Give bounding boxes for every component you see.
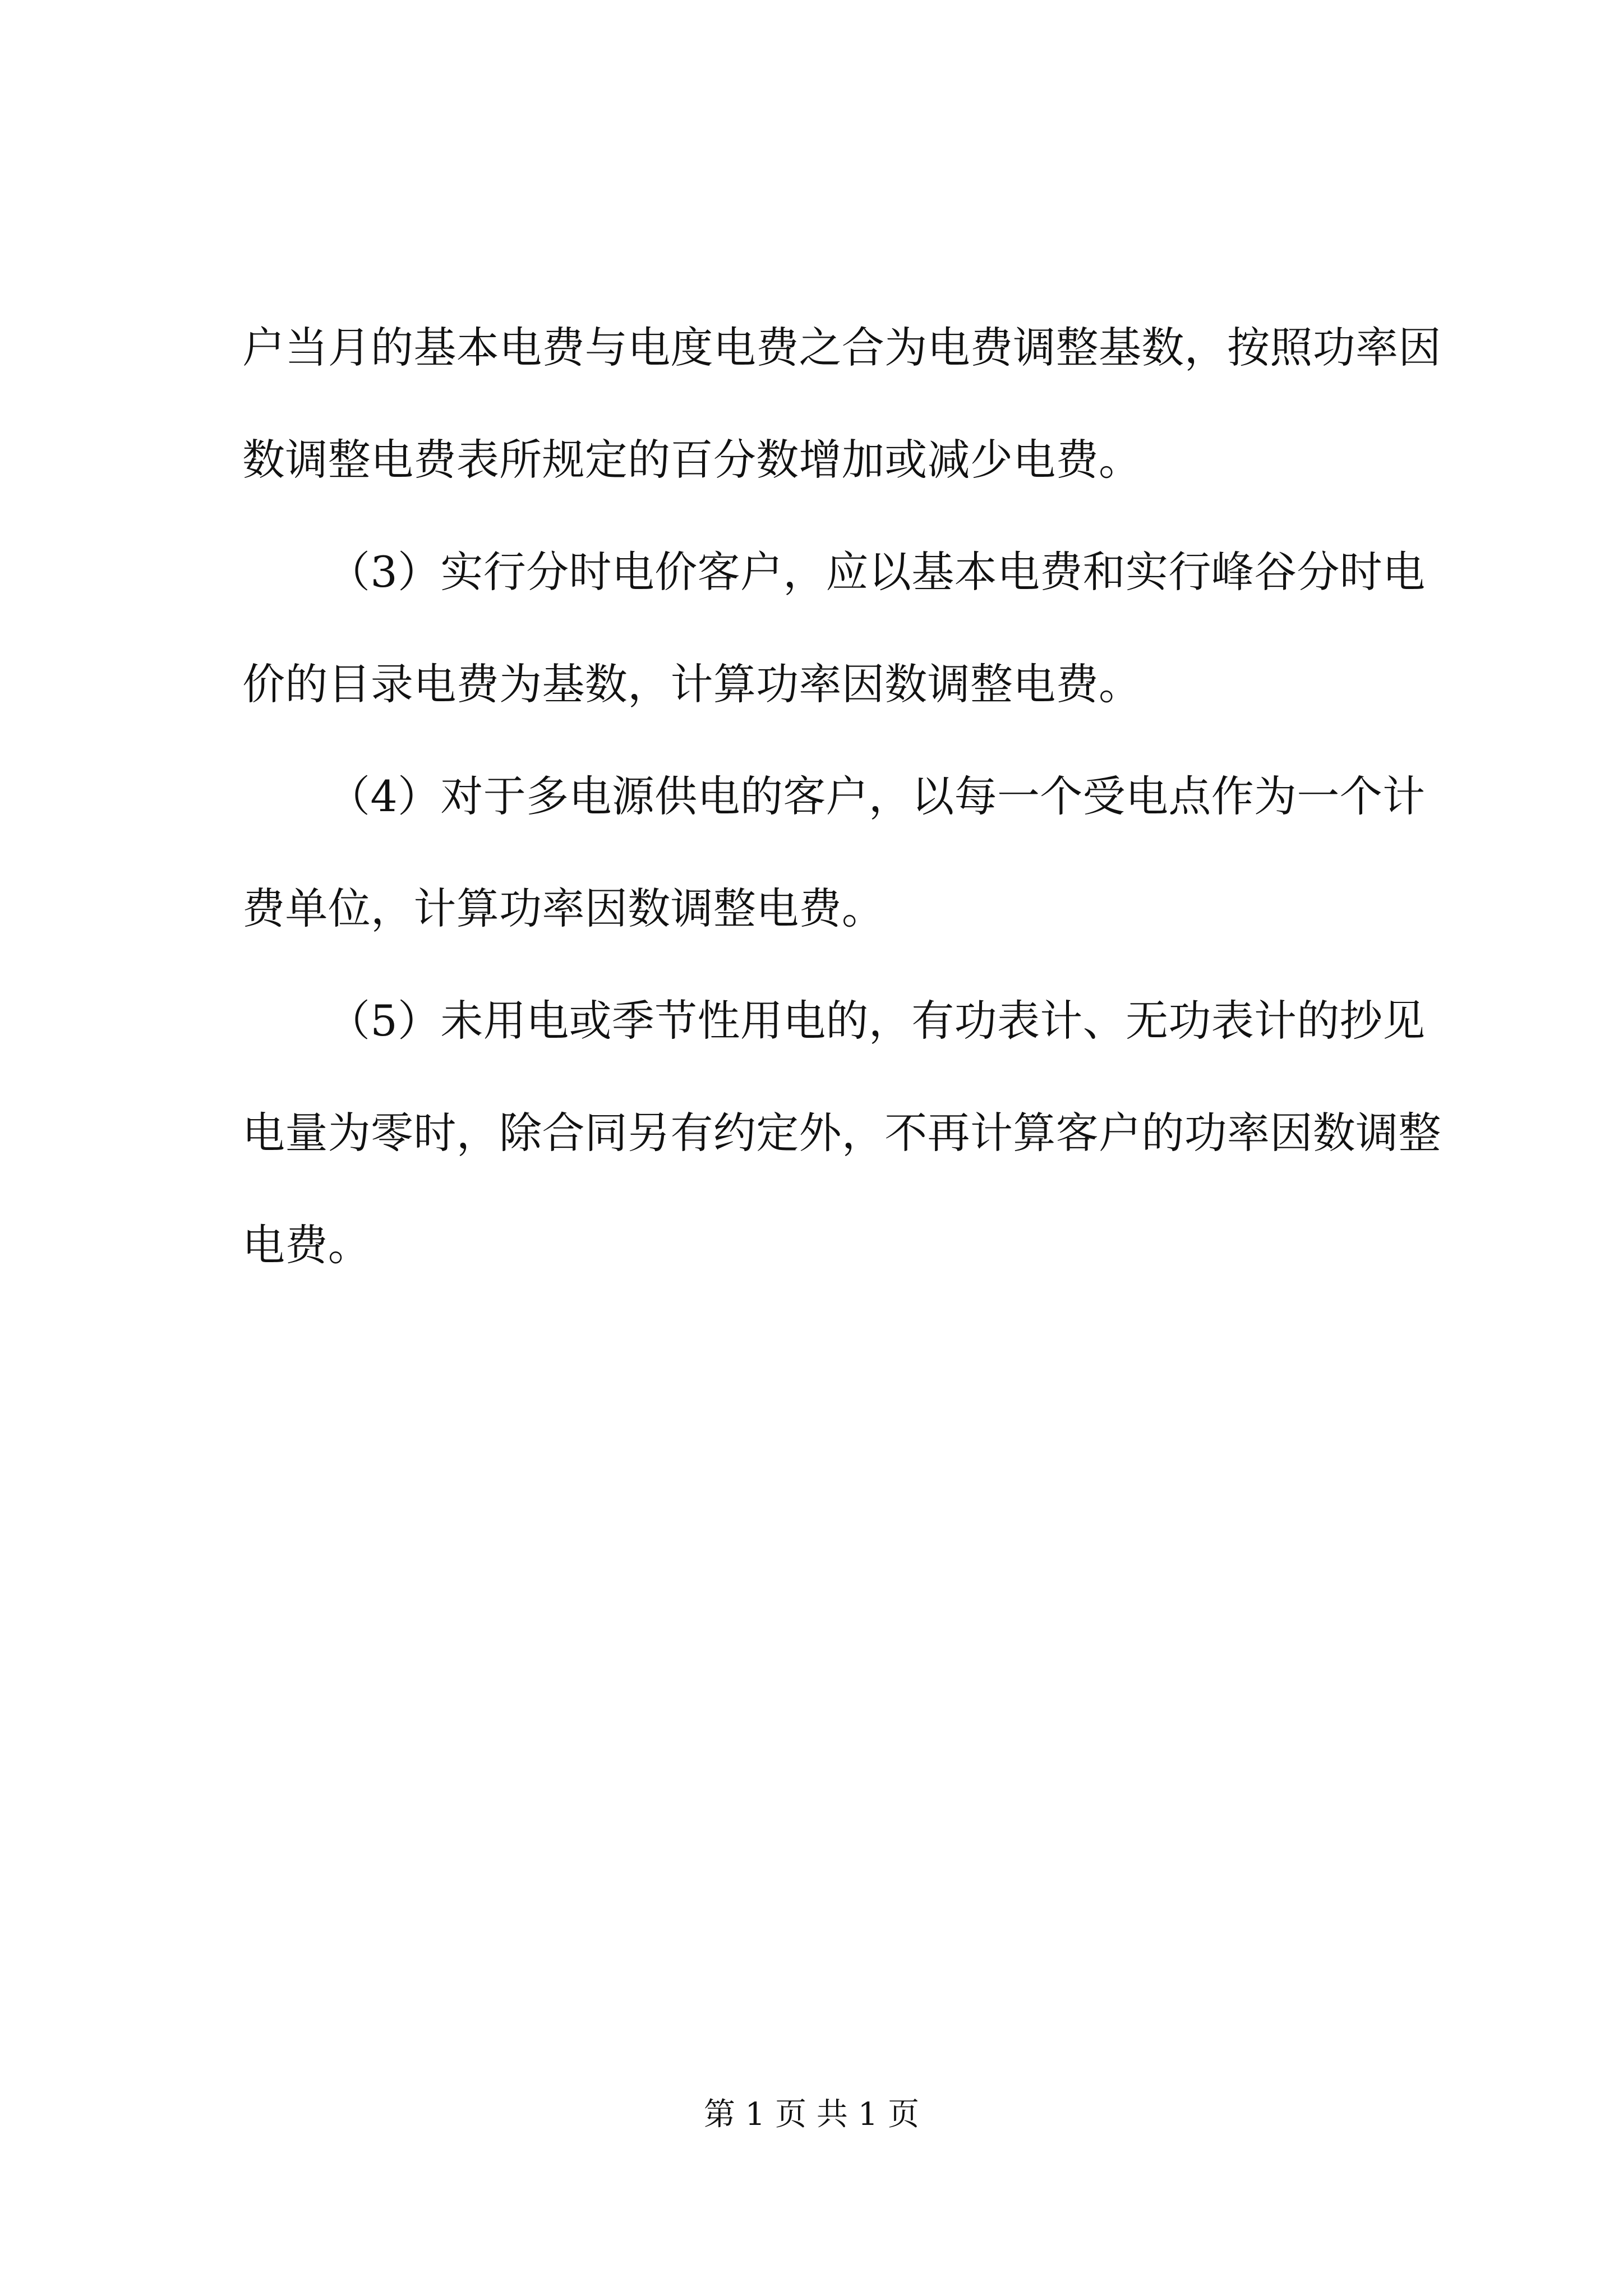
paragraph-line: 电量为零时，除合同另有约定外，不再计算客户的功率因数调整 <box>242 1108 1441 1158</box>
page-number-footer: 第 1 页 共 1 页 <box>703 2096 920 2133</box>
paragraph-line: 价的目录电费为基数，计算功率因数调整电费。 <box>242 659 1142 709</box>
paragraph-line: 户当月的基本电费与电度电费之合为电费调整基数，按照功率因 <box>242 323 1441 372</box>
paragraph-line: （5）未用电或季节性用电的，有功表计、无功表计的抄见 <box>328 996 1426 1046</box>
paragraph-line: （3）实行分时电价客户，应以基本电费和实行峰谷分时电 <box>328 547 1426 597</box>
paragraph-line: 电费。 <box>242 1220 371 1270</box>
paragraph-line: 费单位，计算功率因数调整电费。 <box>242 884 885 933</box>
paragraph-line: 数调整电费表所规定的百分数增加或减少电费。 <box>242 435 1142 485</box>
document-body <box>242 292 1441 1301</box>
paragraph-line: （4）对于多电源供电的客户，以每一个受电点作为一个计 <box>328 771 1426 821</box>
